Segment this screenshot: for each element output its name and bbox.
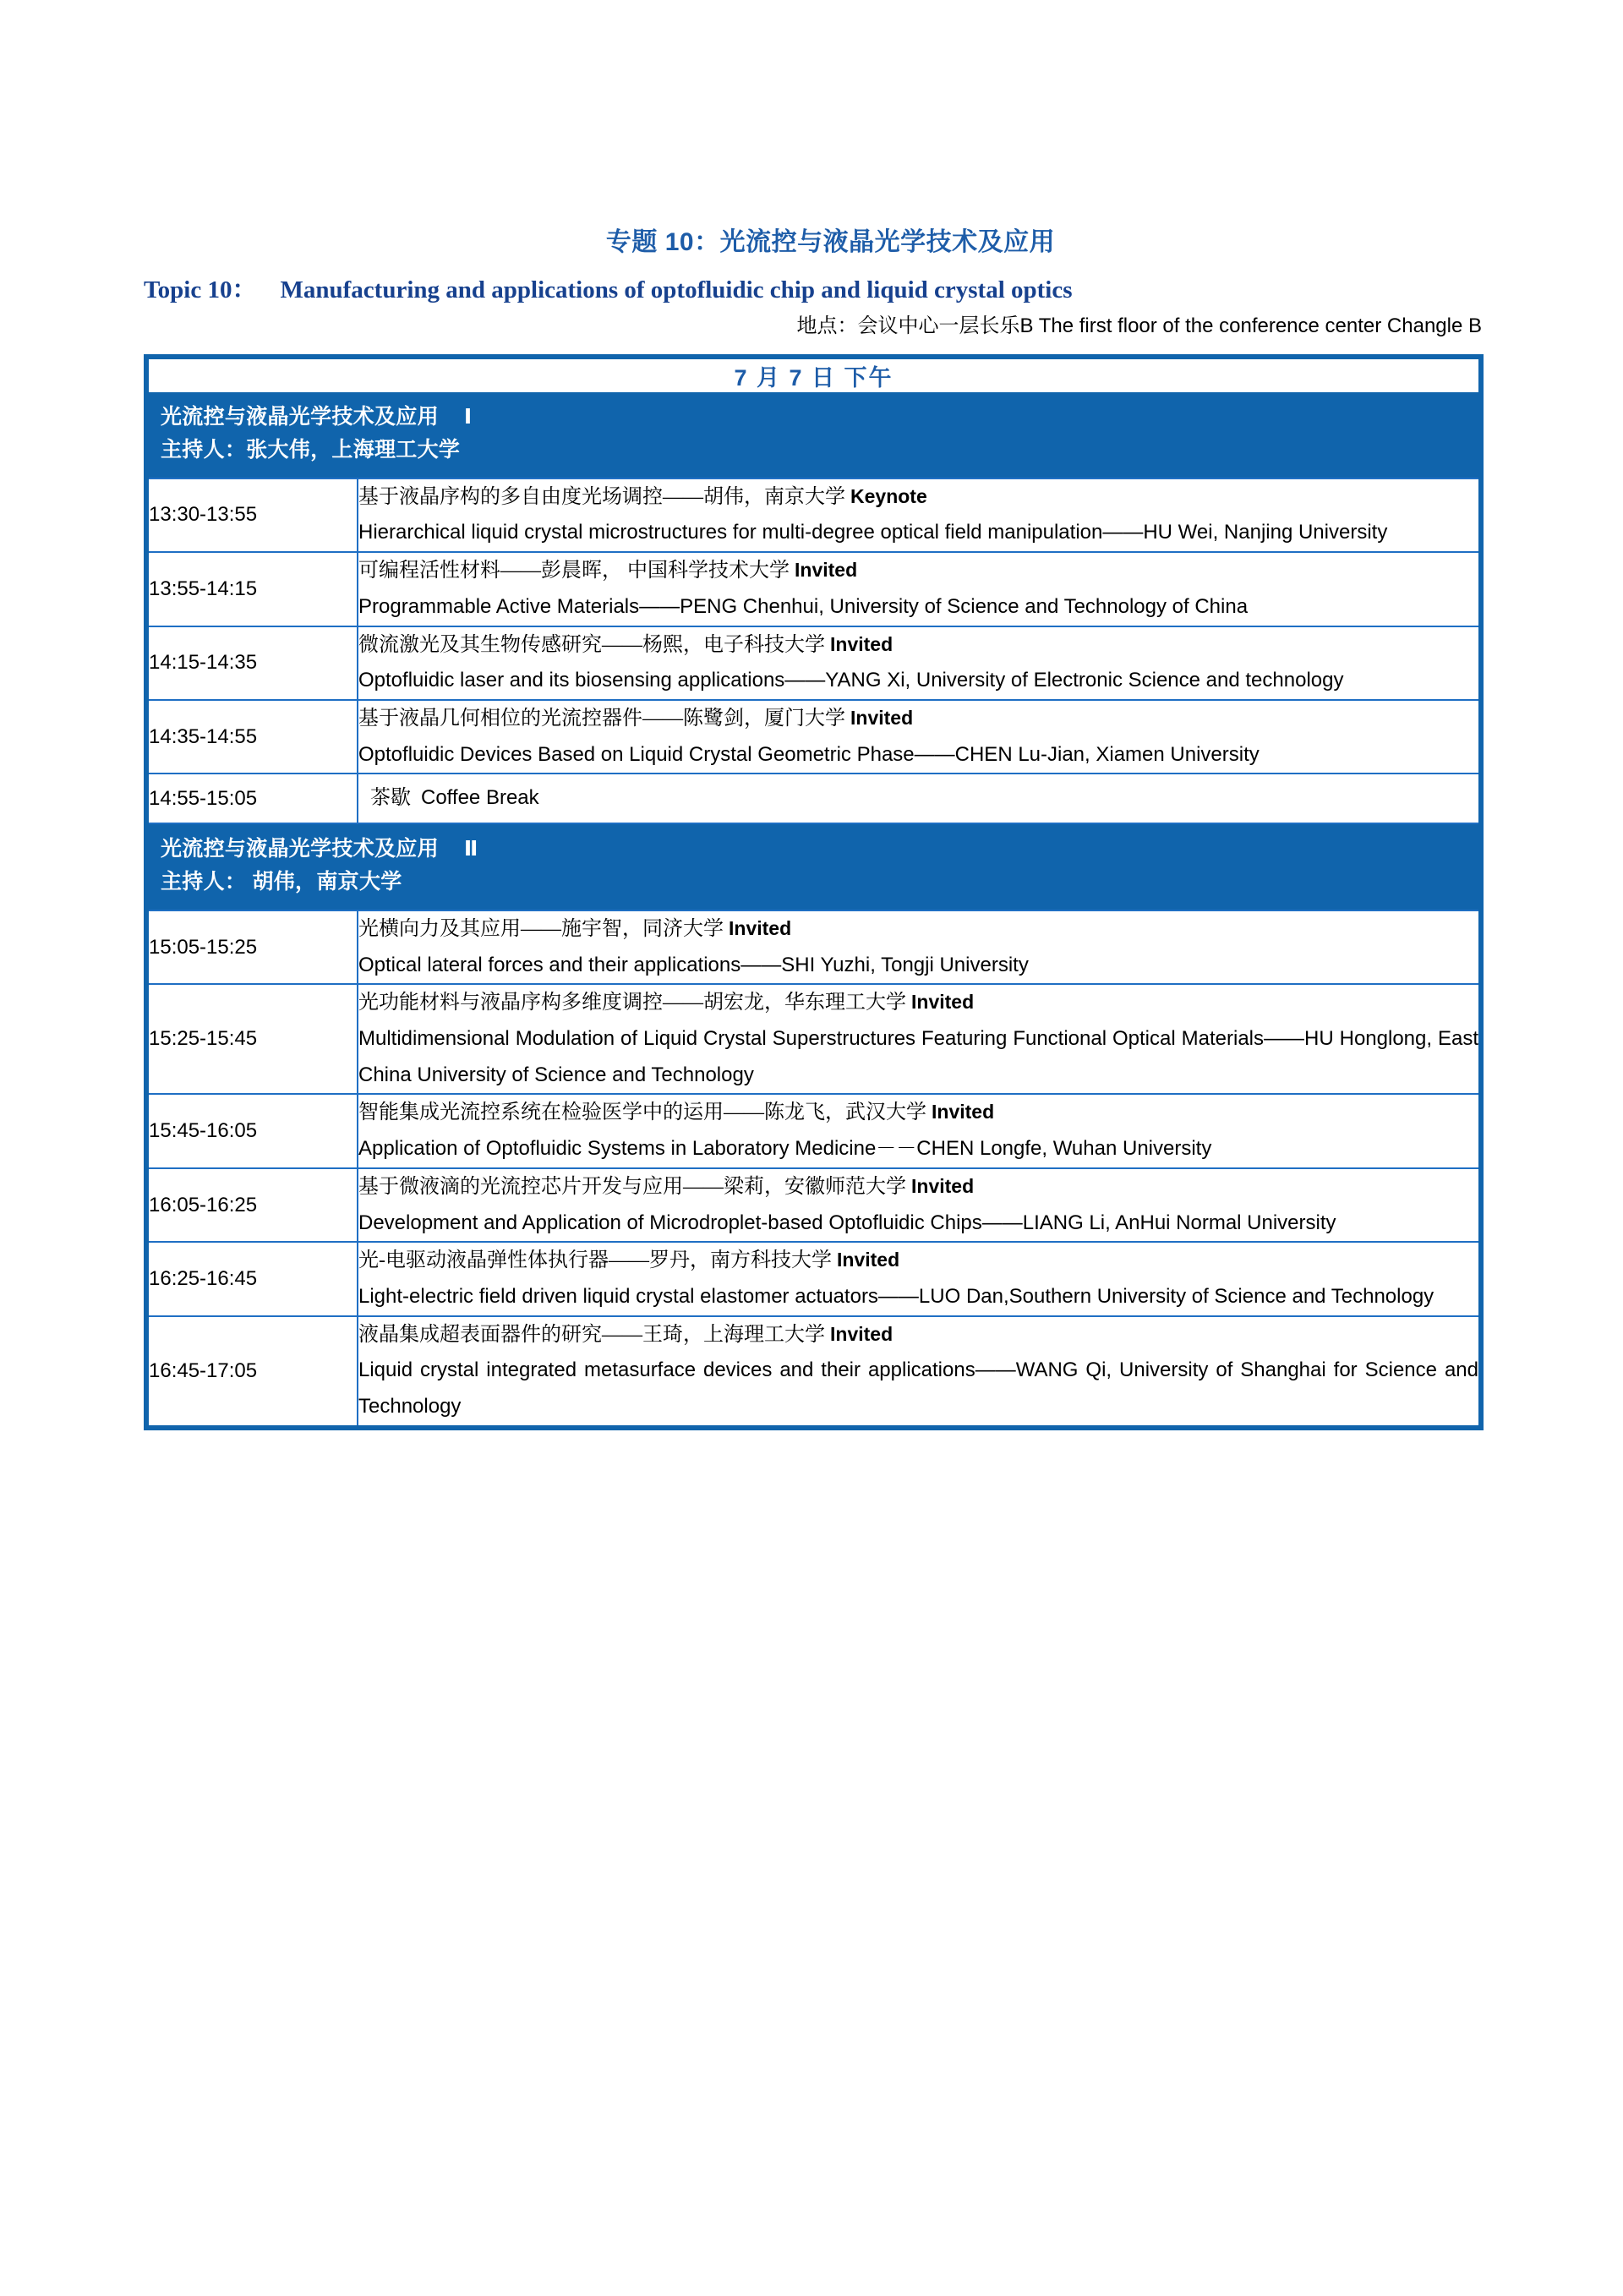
row-time: 14:35-14:55 xyxy=(146,700,358,774)
talk-title-cn xyxy=(358,553,1478,589)
day-banner-cell xyxy=(146,357,1481,392)
row-content xyxy=(358,1242,1481,1315)
table-row xyxy=(146,1168,1481,1242)
row-time: 16:45-17:05 xyxy=(146,1316,358,1428)
table-row xyxy=(146,626,1481,700)
talk-title-cn-text: 光-电驱动液晶弹性体执行器——罗丹，南方科技大学 xyxy=(358,1249,832,1272)
talk-title-en: Programmable Active Materials——PENG Chenhui, University of Science and Technology of China xyxy=(358,594,1249,618)
talk-title-cn xyxy=(358,985,1478,1021)
table-row xyxy=(146,1242,1481,1315)
talk-title-en: Application of Optofluidic Systems in Laboratory Medicine－－CHEN Longfe, Wuhan University xyxy=(358,1137,1212,1161)
session-header-row-1 xyxy=(146,392,1481,478)
page-title-chinese: 专题 10：光流控与液晶光学技术及应用 xyxy=(605,228,1056,256)
coffee-break-cn: 茶歇 xyxy=(370,787,411,810)
coffee-break-label xyxy=(358,774,1478,822)
table-row xyxy=(146,1316,1481,1428)
session-roman-1: Ⅰ xyxy=(463,404,473,429)
talk-title-cn xyxy=(358,1317,1478,1353)
schedule-table-body xyxy=(146,357,1481,1428)
row-time: 14:15-14:35 xyxy=(146,626,358,700)
row-content xyxy=(358,1094,1481,1167)
talk-badge: Invited xyxy=(795,559,858,582)
day-banner-label: 7 月 7 日 下午 xyxy=(734,364,893,391)
table-row-break xyxy=(146,774,1481,823)
talk-title-cn-text: 基于液晶几何相位的光流控器件——陈鹭剑，厦门大学 xyxy=(358,708,845,730)
row-time: 13:30-13:55 xyxy=(146,478,358,552)
table-row xyxy=(146,700,1481,774)
talk-badge: Invited xyxy=(830,632,893,655)
day-banner-row xyxy=(146,357,1481,392)
table-row xyxy=(146,910,1481,984)
talk-title-en: Multidimensional Modulation of Liquid Crystal Superstructures Featuring Functional Optical Materials——HU Honglong, East China University of Science and Technology xyxy=(358,1026,1478,1086)
talk-title-cn-text: 基于微液滴的光流控芯片开发与应用——梁莉，安徽师范大学 xyxy=(358,1175,906,1198)
table-row xyxy=(146,984,1481,1094)
talk-title-cn-text: 可编程活性材料——彭晨晖， 中国科学技术大学 xyxy=(358,560,790,582)
session-header-cell-2 xyxy=(146,823,1481,910)
talk-title-cn xyxy=(358,701,1478,737)
talk-title-cn-text: 基于液晶序构的多自由度光场调控——胡伟，南京大学 xyxy=(358,485,845,508)
document-body xyxy=(144,227,1484,1430)
talk-title-cn xyxy=(358,911,1478,948)
row-content xyxy=(358,910,1481,984)
session-chair-2: 主持人： 胡伟，南京大学 xyxy=(161,870,402,894)
row-content xyxy=(358,478,1481,552)
row-content-break xyxy=(358,774,1481,823)
session-name-line-2 xyxy=(161,833,1478,866)
talk-title-en: Light-electric field driven liquid crystal elastomer actuators——LUO Dan,Southern University of Science and Technology xyxy=(358,1285,1434,1309)
venue-chinese: 地点：会议中心一层长乐 xyxy=(796,315,1020,338)
row-time: 15:25-15:45 xyxy=(146,984,358,1094)
session-name-line-1 xyxy=(161,401,1478,435)
talk-title-cn-text: 光横向力及其应用——施宇智，同济大学 xyxy=(358,917,724,940)
talk-title-cn xyxy=(358,1095,1478,1131)
talk-badge: Invited xyxy=(911,1174,975,1197)
session-title-1: 光流控与液晶光学技术及应用 xyxy=(161,404,439,429)
row-time: 16:25-16:45 xyxy=(146,1242,358,1315)
session-header-row-2 xyxy=(146,823,1481,910)
talk-title-cn-text: 光功能材料与液晶序构多维度调控——胡宏龙，华东理工大学 xyxy=(358,992,906,1014)
talk-title-en: Liquid crystal integrated metasurface devices and their applications——WANG Qi, University of Shanghai for Science and Technology xyxy=(358,1358,1478,1419)
row-content xyxy=(358,1168,1481,1242)
session-header-cell-1 xyxy=(146,392,1481,478)
venue-english: B The first floor of the conference center Changle B xyxy=(1019,314,1482,338)
row-content xyxy=(358,984,1481,1094)
talk-title-cn xyxy=(358,479,1478,516)
talk-title-cn-text: 液晶集成超表面器件的研究——王琦，上海理工大学 xyxy=(358,1323,825,1346)
talk-badge: Invited xyxy=(932,1101,995,1123)
talk-title-cn-text: 微流激光及其生物传感研究——杨熙，电子科技大学 xyxy=(358,633,825,656)
talk-title-en: Development and Application of Microdroplet-based Optofluidic Chips——LIANG Li, AnHui Normal University xyxy=(358,1211,1336,1234)
row-time: 13:55-14:15 xyxy=(146,552,358,626)
talk-title-en: Hierarchical liquid crystal microstructures for multi-degree optical field manipulation——HU Wei, Nanjing University xyxy=(358,521,1388,544)
topic-number-label: Topic 10： xyxy=(144,276,257,303)
table-row xyxy=(146,552,1481,626)
row-content xyxy=(358,700,1481,774)
row-content xyxy=(358,552,1481,626)
venue-line xyxy=(144,313,1484,340)
talk-title-en: Optofluidic Devices Based on Liquid Crystal Geometric Phase——CHEN Lu-Jian, Xiamen University xyxy=(358,742,1260,766)
schedule-table xyxy=(144,354,1484,1430)
talk-badge: Invited xyxy=(830,1322,893,1345)
session-title-2: 光流控与液晶光学技术及应用 xyxy=(161,836,439,861)
row-time: 15:45-16:05 xyxy=(146,1094,358,1167)
coffee-break-en: Coffee Break xyxy=(421,786,539,810)
session-chair-1: 主持人：张大伟，上海理工大学 xyxy=(161,438,461,462)
talk-badge: Invited xyxy=(729,916,792,939)
row-time: 14:55-15:05 xyxy=(146,774,358,823)
row-time: 16:05-16:25 xyxy=(146,1168,358,1242)
talk-badge: Invited xyxy=(837,1249,900,1271)
table-row xyxy=(146,1094,1481,1167)
topic-title-text: Manufacturing and applications of optofluidic chip and liquid crystal optics xyxy=(280,276,1073,303)
talk-title-cn xyxy=(358,627,1478,664)
table-row xyxy=(146,478,1481,552)
talk-title-en: Optofluidic laser and its biosensing applications——YANG Xi, University of Electronic Science and technology xyxy=(358,669,1344,692)
talk-title-cn xyxy=(358,1243,1478,1279)
talk-badge: Invited xyxy=(850,707,914,729)
session-roman-2: Ⅱ xyxy=(463,836,478,861)
page-title-english xyxy=(144,276,1484,305)
talk-title-cn-text: 智能集成光流控系统在检验医学中的运用——陈龙飞，武汉大学 xyxy=(358,1102,926,1124)
talk-title-cn xyxy=(358,1169,1478,1205)
talk-title-en: Optical lateral forces and their applications——SHI Yuzhi, Tongji University xyxy=(358,953,1029,976)
talk-badge: Keynote xyxy=(850,484,927,507)
talk-badge: Invited xyxy=(911,991,975,1014)
row-time: 15:05-15:25 xyxy=(146,910,358,984)
row-content xyxy=(358,626,1481,700)
row-content xyxy=(358,1316,1481,1428)
